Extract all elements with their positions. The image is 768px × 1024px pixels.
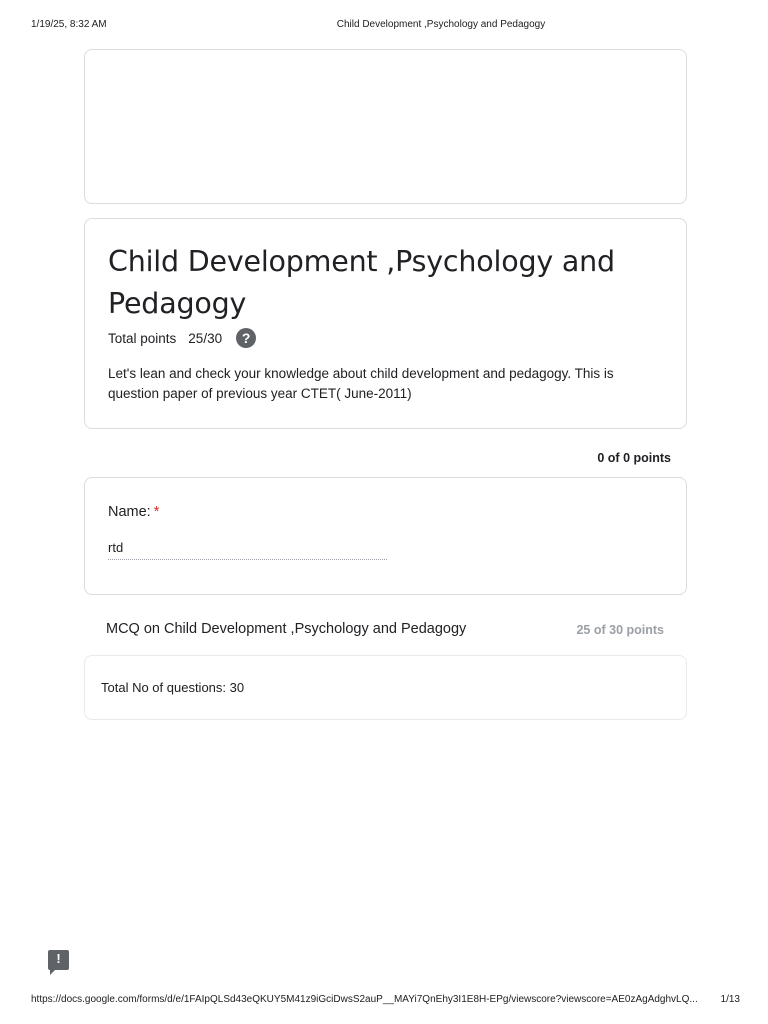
name-question-label [108, 504, 159, 520]
form-title-card [84, 218, 687, 429]
name-answer: rtd [108, 540, 124, 555]
print-footer [31, 994, 740, 1008]
section-title: MCQ on Child Development ,Psychology and Pedagogy [106, 621, 467, 637]
total-points-row [108, 327, 256, 349]
section-score: 25 of 30 points [576, 623, 664, 637]
header-banner [84, 49, 687, 204]
total-questions-text: Total No of questions: 30 [101, 680, 245, 695]
total-points-value: 25/30 [188, 330, 223, 346]
page-number: 1/13 [720, 994, 740, 1005]
name-label-text: Name: [108, 504, 151, 520]
print-doc-title: Child Development ,Psychology and Pedagogy [336, 19, 546, 30]
print-header [0, 19, 768, 33]
form-title: Child Development ,Psychology and Pedagogy [108, 245, 615, 320]
section-header [106, 621, 664, 641]
print-url: https://docs.google.com/forms/d/e/1FAIpQLSd43eQKUY5M41z9iGciDwsS2auP__MAYi7QnEhy3I1E8H-EPg/viewscore?viewscore=AE0zAgAdghvLQ... [31, 994, 698, 1005]
form-description: Let's lean and check your knowledge about child development and pedagogy. This is question paper of previous year CTET( June-2011) [108, 366, 614, 401]
total-points-label: Total points [108, 330, 177, 346]
name-question-card [84, 477, 687, 595]
help-icon[interactable]: ? [236, 328, 256, 348]
name-question-score: 0 of 0 points [597, 451, 671, 465]
answer-underline [108, 559, 387, 560]
section-info-card [84, 655, 687, 720]
print-datetime: 1/19/25, 8:32 AM [31, 19, 107, 30]
required-asterisk: * [153, 504, 160, 520]
feedback-icon[interactable]: ! [48, 950, 69, 970]
